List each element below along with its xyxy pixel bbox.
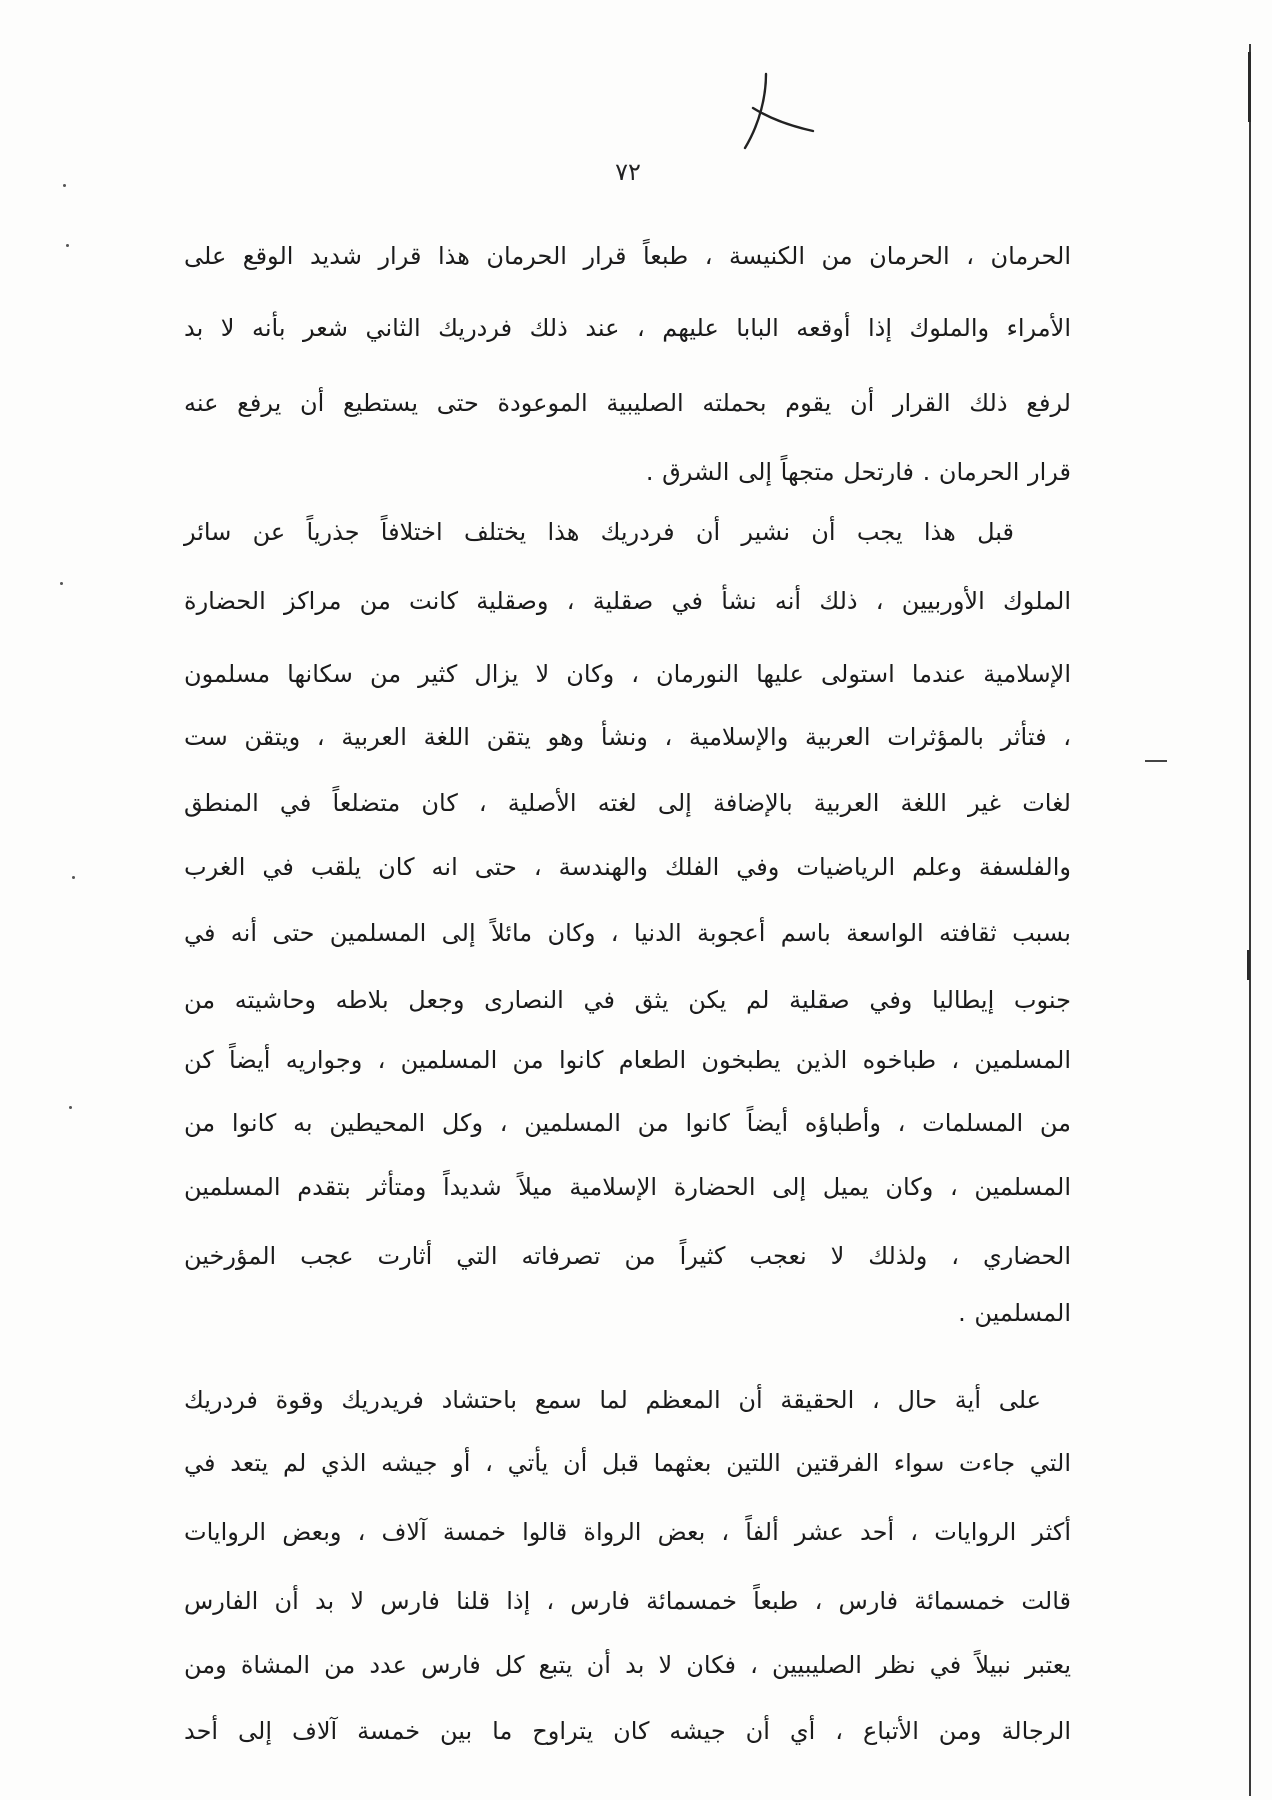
paragraph-1-line: قرار الحرمان . فارتحل متجهاً إلى الشرق . xyxy=(645,458,1071,486)
paragraph-1-line: الأمراء والملوك إذا أوقعه البابا عليهم ، عند ذلك فردريك الثاني شعر بأنه لا بد xyxy=(184,314,1071,342)
scan-speck xyxy=(66,244,69,247)
paragraph-2-line: بسبب ثقافته الواسعة باسم أعجوبة الدنيا ، وكان مائلاً إلى المسلمين حتى أنه في xyxy=(184,919,1071,947)
scan-edge-mark xyxy=(1248,52,1251,122)
paragraph-2-line: المسلمين ، وكان يميل إلى الحضارة الإسلامية ميلاً شديداً ومتأثر بتقدم المسلمين xyxy=(184,1173,1071,1201)
handwritten-x-mark xyxy=(735,68,825,158)
paragraph-3-line: الرجالة ومن الأتباع ، أي أن جيشه كان يتراوح ما بين خمسة آلاف إلى أحد xyxy=(184,1717,1071,1745)
scan-edge-line xyxy=(1249,44,1251,1796)
paragraph-2-line: ، فتأثر بالمؤثرات العربية والإسلامية ، ونشأ وهو يتقن اللغة العربية ، ويتقن ست xyxy=(184,723,1071,751)
paragraph-2-line: الحضاري ، ولذلك لا نعجب كثيراً من تصرفاته التي أثارت عجب المؤرخين xyxy=(184,1242,1071,1270)
paragraph-1-line: الحرمان ، الحرمان من الكنيسة ، طبعاً قرار الحرمان هذا قرار شديد الوقع على xyxy=(184,242,1071,270)
paragraph-2-line: الملوك الأوربيين ، ذلك أنه نشأ في صقلية ، وصقلية كانت من مراكز الحضارة xyxy=(184,587,1071,615)
paragraph-3-line: قالت خمسمائة فارس ، طبعاً خمسمائة فارس ، إذا قلنا فارس لا بد أن الفارس xyxy=(184,1587,1071,1615)
scan-speck xyxy=(69,1106,72,1109)
paragraph-2-line: من المسلمات ، وأطباؤه أيضاً كانوا من المسلمين ، وكل المحيطين به كانوا من xyxy=(184,1109,1071,1137)
paragraph-3-line: يعتبر نبيلاً في نظر الصليبيين ، فكان لا بد أن يتبع كل فارس عدد من المشاة ومن xyxy=(184,1651,1071,1679)
paragraph-3-line: التي جاءت سواء الفرقتين اللتين بعثهما قبل أن يأتي ، أو جيشه الذي لم يتعد في xyxy=(184,1449,1071,1477)
paragraph-2-line: المسلمين . xyxy=(958,1299,1071,1327)
paragraph-2-line: جنوب إيطاليا وفي صقلية لم يكن يثق في النصارى وجعل بلاطه وحاشيته من xyxy=(184,986,1071,1014)
paragraph-2-line: لغات غير اللغة العربية بالإضافة إلى لغته الأصلية ، كان متضلعاً في المنطق xyxy=(184,789,1071,817)
scan-speck xyxy=(60,582,63,585)
page-number: ٧٢ xyxy=(615,158,641,186)
paragraph-1-line: لرفع ذلك القرار أن يقوم بحملته الصليبية الموعودة حتى يستطيع أن يرفع عنه xyxy=(184,389,1071,417)
scan-edge-mark xyxy=(1247,950,1250,980)
paragraph-3-line: أكثر الروايات ، أحد عشر ألفاً ، بعض الرواة قالوا خمسة آلاف ، وبعض الروايات xyxy=(184,1518,1071,1546)
scan-speck xyxy=(63,184,66,187)
scan-speck xyxy=(72,876,75,879)
paragraph-3-line: على أية حال ، الحقيقة أن المعظم لما سمع باحتشاد فريدريك وقوة فردريك xyxy=(184,1386,1041,1414)
paragraph-2-line: المسلمين ، طباخوه الذين يطبخون الطعام كانوا من المسلمين ، وجواريه أيضاً كن xyxy=(184,1046,1071,1074)
scan-dash-mark xyxy=(1145,760,1167,762)
paragraph-2-line: الإسلامية عندما استولى عليها النورمان ، وكان لا يزال كثير من سكانها مسلمون xyxy=(184,660,1071,688)
paragraph-2-line: قبل هذا يجب أن نشير أن فردريك هذا يختلف اختلافاً جذرياً عن سائر xyxy=(184,518,1014,546)
paragraph-2-line: والفلسفة وعلم الرياضيات وفي الفلك والهندسة ، حتى انه كان يلقب في الغرب xyxy=(184,853,1071,881)
